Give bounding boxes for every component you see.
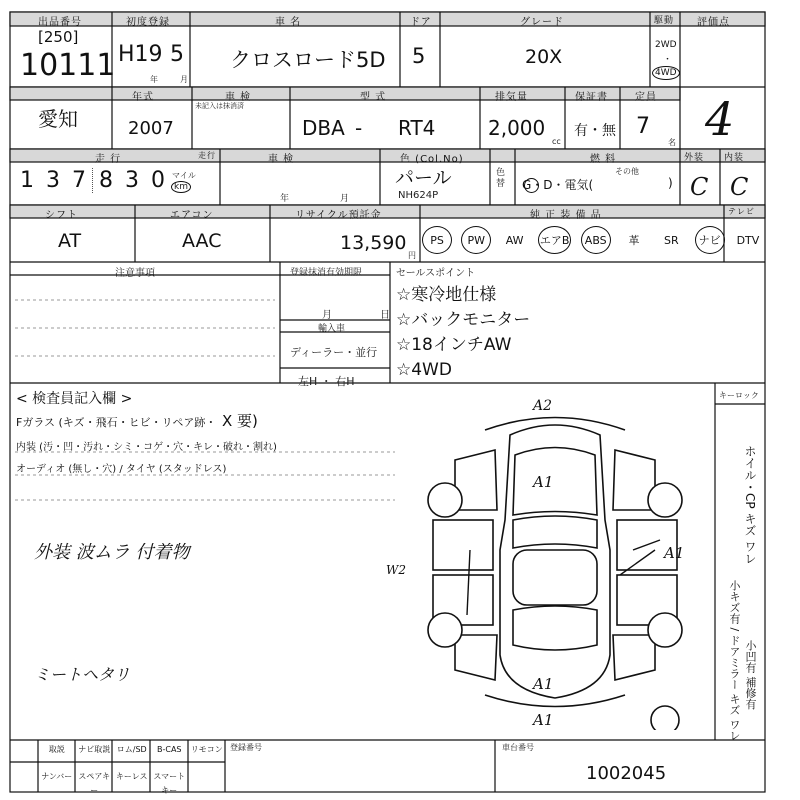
registration-month: 月 [322, 310, 332, 321]
grade-header: グレード [520, 17, 564, 28]
car-front-bumper [485, 418, 625, 431]
registration-day: 日 [380, 310, 390, 321]
footer-accessory-cell: キーレス [115, 772, 148, 781]
equipment-item: SR [664, 233, 679, 247]
mileage-digit: 7 [72, 168, 86, 193]
mileage-digit: 0 [151, 168, 165, 193]
import-header: 輸入車 [318, 324, 346, 334]
damage-mark-front: A2 [533, 398, 553, 414]
capacity-value: 7 [636, 114, 650, 139]
warranty-value: 有・無 [574, 123, 616, 139]
equipment-item: ABS [581, 226, 611, 254]
registration-number-label: 登録番号 [230, 743, 262, 752]
wheel-rear-right [648, 613, 682, 647]
chassis-number: 1002045 [586, 763, 667, 784]
equipment-item: PW [461, 226, 491, 254]
warranty-header: 保証書 [575, 92, 608, 103]
ac-header: エアコン [170, 210, 214, 221]
steering-option: 左H ・ 右H [298, 375, 355, 388]
chassis-number-label: 車台番号 [502, 743, 534, 752]
equipment-item: 革 [628, 234, 640, 247]
fuel-gasoline-circle [524, 178, 539, 193]
car-trunk [513, 606, 597, 650]
capacity-header: 定員 [635, 92, 657, 103]
wheel-front-right [648, 483, 682, 517]
car-left-front-door [433, 520, 493, 570]
wheel-rear-left [428, 613, 462, 647]
equipment-list [422, 222, 762, 258]
car-right-rear-fender [613, 635, 655, 680]
inspection-header: 車 検 [225, 92, 252, 103]
displacement-value: 2,000 [488, 116, 546, 140]
sales-point: ☆寒冷地仕様 [396, 285, 497, 305]
footer-accessory-cell: ナビ取説 [78, 745, 111, 754]
damage-mark-bottom: A1 [533, 711, 554, 729]
damage-mark-top: A1 [533, 473, 554, 491]
lot-bracket: [250] [38, 28, 79, 46]
footer-accessory-cell: スマートキー [153, 772, 186, 795]
drive-dot: ・ [663, 55, 673, 65]
fuel-other-label: その他 [615, 167, 639, 176]
side-note-repair: 小凹有 補修有 [744, 640, 757, 710]
registration-header: 登録抹消有効期限 [290, 268, 363, 278]
footer-accessory-row-2 [38, 770, 188, 798]
car-name-header: 車 名 [275, 17, 302, 28]
sales-point: ☆18インチAW [396, 335, 512, 355]
footer-accessory-row-1 [38, 743, 226, 757]
interior-header: 内装 [724, 153, 745, 163]
mileage-digit: 1 [20, 168, 34, 193]
lot-number: 10111 [20, 48, 116, 83]
ac-value: AAC [182, 230, 222, 252]
recycle-unit: 円 [408, 251, 416, 260]
footer-accessory-cell: ロム/SD [116, 745, 147, 754]
inspection-month-unit: 月 [340, 194, 350, 204]
car-windshield [513, 516, 597, 548]
model-code: RT4 [398, 116, 436, 140]
doors-value: 5 [412, 44, 426, 68]
damage-mark-left: W2 [386, 563, 406, 577]
evaluation-score: 4 [705, 92, 735, 146]
fuel-options: G・D・電気( [522, 178, 594, 192]
car-body-outline [500, 425, 610, 698]
car-damage-diagram [415, 400, 715, 730]
import-option: ディーラー・並行 [290, 346, 378, 359]
side-note-wheel: ホイル・CP キズ ワレ [743, 445, 757, 565]
interior-grade: C [730, 173, 749, 201]
inspection-year-unit: 年 [280, 194, 290, 204]
color-code: NH624P [398, 190, 439, 201]
fuel-header: 燃 料 [590, 154, 617, 165]
notes-header: 注意事項 [115, 268, 155, 279]
evaluation-header: 評価点 [697, 17, 730, 28]
footer-accessory-cell: スペアキー [78, 772, 111, 795]
wheel-front-left [428, 483, 462, 517]
shift-header: シフト [45, 210, 78, 221]
sales-points-list [396, 283, 530, 383]
sales-points-header: セールスポイント [396, 268, 476, 279]
car-hood [513, 448, 597, 516]
color-change-label: 色替 [496, 168, 506, 189]
year-header: 年式 [132, 92, 154, 103]
first-reg-month: 5 [170, 42, 184, 67]
key-lock-header: キーロック [719, 391, 759, 400]
equipment-item: エアB [538, 226, 572, 254]
model-code-dash: - [355, 116, 363, 140]
color-name: パール [395, 167, 452, 189]
handwritten-note-interior: ミートヘタリ [34, 665, 131, 684]
car-name: クロスロード5D [230, 48, 386, 72]
car-roof [513, 550, 597, 605]
origin-value: 愛知 [38, 107, 78, 131]
inspector-line-audio: オーディオ (無し・穴) / タイヤ (スタッドレス) [16, 464, 227, 475]
inspector-line-interior: 内装 (汚・凹・汚れ・シミ・コゲ・穴・キレ・破れ・割れ) [16, 442, 277, 453]
car-left-rear-fender [455, 635, 497, 680]
mileage-digit: 3 [125, 168, 139, 193]
damage-mark-right: A1 [664, 544, 685, 562]
sales-point: ☆4WD [396, 360, 452, 380]
capacity-unit: 名 [668, 138, 676, 147]
first-reg-month-unit: 月 [180, 75, 188, 84]
exterior-header: 外装 [684, 153, 705, 163]
equipment-item: DTV [736, 233, 760, 247]
first-reg-year: H19 [118, 42, 163, 67]
mileage-header: 走 行 [95, 154, 122, 165]
drive-header: 駆動 [654, 16, 675, 26]
footer-accessory-cell: リモコン [190, 745, 223, 754]
exterior-grade: C [690, 173, 709, 201]
tv-header: テレビ [728, 207, 755, 216]
handwritten-note-exterior: 外装 波ムラ 付着物 [34, 542, 190, 563]
first-reg-year-unit: 年 [150, 75, 158, 84]
mileage-unit-mile: マイル [172, 171, 196, 180]
drive-option-4wd: 4WD [652, 66, 680, 80]
recycle-value: 13,590 [340, 232, 407, 254]
shift-value: AT [58, 230, 82, 252]
inspection-note: 未記入は抹消済 [195, 102, 244, 110]
first-registration-header: 初度登録 [126, 17, 170, 28]
grade-value: 20X [525, 46, 563, 68]
sales-point: ☆バックモニター [396, 310, 531, 330]
mileage-digit: 3 [46, 168, 60, 193]
mileage-digits [14, 168, 171, 193]
lot-number-header: 出品番号 [38, 17, 82, 28]
car-rear-bumper [485, 695, 625, 707]
displacement-unit: cc [552, 137, 561, 146]
equipment-header: 純 正 装 備 品 [530, 210, 602, 221]
fuel-close: ) [668, 176, 673, 190]
recycle-header: リサイクル預託金 [295, 210, 382, 221]
footer-accessory-cell: B-CAS [156, 745, 182, 754]
spare-wheel [651, 706, 679, 730]
damage-mark-rear: A1 [533, 675, 554, 693]
mileage-check-header: 走行 [198, 151, 216, 160]
year-value: 2007 [128, 118, 174, 139]
footer-accessory-cell: 取説 [48, 745, 65, 754]
displacement-header: 排気量 [495, 92, 528, 103]
inspector-glass-mark: X 要) [222, 412, 258, 430]
equipment-item: PS [422, 226, 452, 254]
footer-accessory-cell: ナンバー [41, 772, 73, 781]
doors-header: ドア [410, 17, 432, 28]
equipment-item: AW [505, 233, 524, 247]
drive-option-2wd: 2WD [655, 40, 677, 50]
color-header: 色 (Col.No) [400, 154, 464, 165]
model-code-prefix: DBA [302, 116, 345, 140]
inspector-line-glass: Fガラス (キズ・飛石・ヒビ・リペア跡・ [16, 416, 217, 429]
side-note-mirror: 小キズ有 / ドアミラー キズ ワレ [728, 580, 741, 741]
equipment-item: ナビ [695, 226, 725, 254]
mileage-digit: 8 [92, 168, 119, 193]
inspection-date-header: 車 検 [268, 154, 295, 165]
inspector-title: < 検査員記入欄 > [16, 391, 133, 407]
model-code-header: 型 式 [360, 92, 387, 103]
mileage-unit-km: km [171, 181, 191, 193]
